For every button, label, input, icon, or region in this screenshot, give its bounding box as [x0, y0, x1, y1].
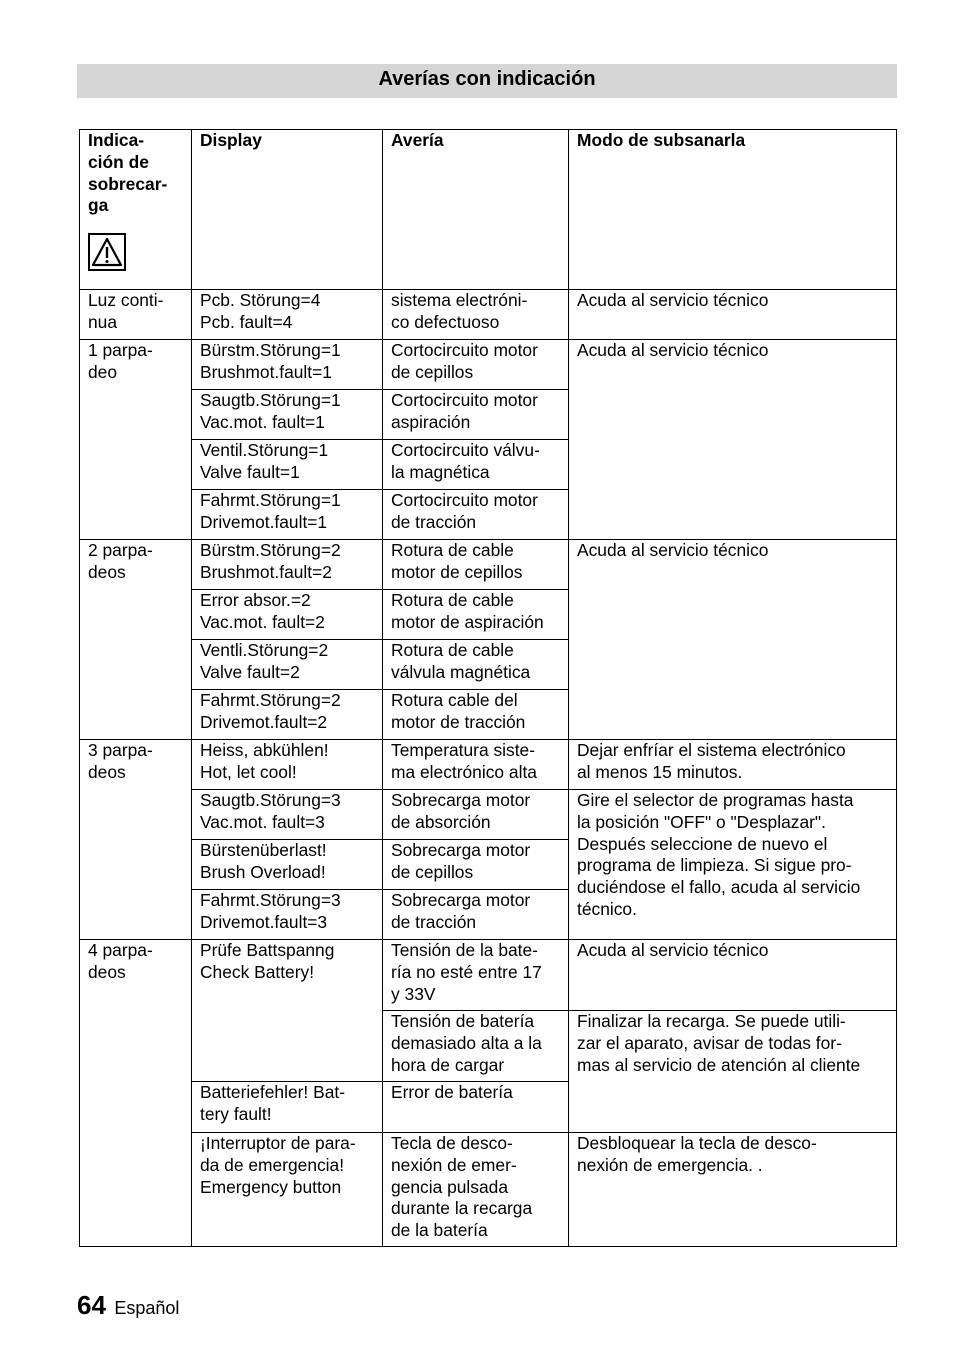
text-line: deos [88, 761, 126, 782]
text-line: válvula magnética [391, 661, 531, 682]
text-line: Saugtb.Störung=1 [200, 390, 341, 410]
table-row [80, 790, 897, 840]
indication-cell [80, 340, 192, 540]
table-row [80, 740, 897, 790]
text-line: Bürstm.Störung=1 [200, 340, 341, 360]
text-line: aspiración [391, 411, 471, 432]
text-line: gencia pulsada [391, 1176, 508, 1197]
text-line: co defectuoso [391, 311, 500, 332]
text-line: Error absor.=2 [200, 590, 311, 610]
display-cell [192, 840, 383, 890]
text-line: Cortocircuito válvu- [391, 440, 540, 460]
text-line: duciéndose el fallo, acuda al servicio [577, 877, 861, 898]
text-line: de tracción [391, 911, 477, 932]
text-line: ma electrónico alta [391, 761, 537, 782]
text-line: Temperatura siste- [391, 740, 536, 760]
text-line: Vac.mot. fault=2 [200, 611, 325, 632]
text-line: Indica- [88, 130, 145, 150]
text-line: Check Battery! [200, 961, 315, 982]
text-line: durante la recarga [391, 1198, 533, 1219]
text-line: demasiado alta a la [391, 1032, 542, 1053]
text-line: Drivemot.fault=3 [200, 911, 328, 932]
remedy-cell [569, 940, 897, 1011]
text-line: Acuda al servicio técnico [577, 290, 769, 310]
text-line: deos [88, 961, 126, 982]
text-line: Dejar enfríar el sistema electrónico [577, 740, 846, 760]
text-line: Brushmot.fault=1 [200, 361, 332, 382]
fault-cell [383, 1133, 569, 1247]
text-line: la magnética [391, 461, 490, 482]
text-line: Tensión de la bate- [391, 940, 538, 960]
text-line: Tensión de batería [391, 1011, 535, 1031]
page-footer [77, 1290, 179, 1321]
fault-cell [383, 690, 569, 740]
text-line: de cepillos [391, 361, 474, 382]
header-remedy: Modo de subsanarla [569, 130, 897, 290]
text-line: Bürstm.Störung=2 [200, 540, 341, 560]
fault-cell [383, 1011, 569, 1082]
display-cell [192, 540, 383, 590]
display-cell [192, 740, 383, 790]
fault-cell [383, 640, 569, 690]
text-line: ¡Interruptor de para- [200, 1133, 356, 1153]
remedy-cell [569, 290, 897, 340]
indication-cell [80, 940, 192, 1247]
text-line: Fahrmt.Störung=2 [200, 690, 341, 710]
text-line: motor de aspiración [391, 611, 544, 632]
text-line: deos [88, 561, 126, 582]
text-line: Saugtb.Störung=3 [200, 790, 341, 810]
display-cell [192, 440, 383, 490]
text-line: Ventli.Störung=2 [200, 640, 329, 660]
text-line: Pcb. Störung=4 [200, 290, 321, 310]
text-line: Finalizar la recarga. Se puede utili- [577, 1011, 846, 1031]
text-line: Ventil.Störung=1 [200, 440, 329, 460]
text-line: Prüfe Battspanng [200, 940, 335, 960]
text-line: Drivemot.fault=2 [200, 711, 328, 732]
display-cell [192, 340, 383, 390]
text-line: nua [88, 311, 118, 332]
display-cell [192, 1082, 383, 1133]
fault-cell [383, 290, 569, 340]
display-cell [192, 490, 383, 540]
text-line: Fahrmt.Störung=1 [200, 490, 341, 510]
remedy-cell [569, 340, 897, 540]
fault-cell [383, 890, 569, 940]
text-line: Rotura de cable [391, 540, 514, 560]
fault-cell [383, 340, 569, 390]
text-line: Rotura de cable [391, 590, 514, 610]
text-line: da de emergencia! [200, 1154, 345, 1175]
text-line: Fahrmt.Störung=3 [200, 890, 341, 910]
text-line: Acuda al servicio técnico [577, 340, 769, 360]
display-cell [192, 940, 383, 1082]
fault-cell [383, 840, 569, 890]
display-cell [192, 890, 383, 940]
remedy-cell [569, 540, 897, 740]
text-line: Gire el selector de programas hasta [577, 790, 854, 810]
table-row [80, 540, 897, 590]
text-line: Después seleccione de nuevo el [577, 833, 828, 854]
indication-cell [80, 540, 192, 740]
display-cell [192, 1133, 383, 1247]
text-line: Sobrecarga motor [391, 890, 531, 910]
text-line: Vac.mot. fault=3 [200, 811, 325, 832]
text-line: 4 parpa- [88, 940, 153, 960]
display-cell [192, 790, 383, 840]
text-line: 2 parpa- [88, 540, 153, 560]
text-line: ción de [88, 151, 149, 172]
remedy-cell [569, 740, 897, 790]
table-row [80, 940, 897, 1011]
display-cell [192, 590, 383, 640]
text-line: 3 parpa- [88, 740, 153, 760]
text-line: Emergency button [200, 1176, 342, 1197]
display-cell [192, 390, 383, 440]
display-cell [192, 290, 383, 340]
text-line: hora de cargar [391, 1054, 505, 1075]
text-line: Heiss, abkühlen! [200, 740, 329, 760]
text-line: la posición "OFF" o "Desplazar". [577, 811, 826, 832]
text-line: Acuda al servicio técnico [577, 940, 769, 960]
text-line: sistema electróni- [391, 290, 528, 310]
text-line: 1 parpa- [88, 340, 153, 360]
text-line: motor de cepillos [391, 561, 523, 582]
text-line: nexión de emergencia. . [577, 1154, 763, 1175]
text-line: deo [88, 361, 118, 382]
text-line: ría no esté entre 17 [391, 961, 542, 982]
text-line: motor de tracción [391, 711, 526, 732]
table-row [80, 340, 897, 390]
remedy-cell [569, 1011, 897, 1133]
table-header-row [80, 130, 897, 290]
text-line: Cortocircuito motor [391, 340, 538, 360]
text-line: Tecla de desco- [391, 1133, 513, 1153]
text-line: al menos 15 minutos. [577, 761, 743, 782]
text-line: Brushmot.fault=2 [200, 561, 332, 582]
display-cell [192, 690, 383, 740]
text-line: programa de limpieza. Si sigue pro- [577, 855, 852, 876]
indication-cell [80, 740, 192, 940]
fault-cell [383, 940, 569, 1011]
text-line: de tracción [391, 511, 477, 532]
text-line: Error de batería [391, 1082, 513, 1102]
section-title: Averías con indicación [77, 64, 897, 98]
text-line: Valve fault=1 [200, 461, 300, 482]
fault-cell [383, 440, 569, 490]
table-row [80, 290, 897, 340]
page-language: Español [114, 1298, 180, 1318]
table-row [80, 1133, 897, 1247]
header-indication [80, 130, 192, 290]
text-line: Sobrecarga motor [391, 840, 531, 860]
text-line: mas al servicio de atención al cliente [577, 1054, 861, 1075]
page-number: 64 [77, 1290, 106, 1320]
warning-triangle-icon [88, 233, 126, 271]
text-line: Valve fault=2 [200, 661, 300, 682]
text-line: Hot, let cool! [200, 761, 297, 782]
text-line: ga [88, 195, 109, 216]
text-line: de absorción [391, 811, 491, 832]
header-fault: Avería [383, 130, 569, 290]
display-cell [192, 640, 383, 690]
fault-cell [383, 390, 569, 440]
fault-cell [383, 740, 569, 790]
text-line: Rotura cable del [391, 690, 518, 710]
remedy-cell [569, 1133, 897, 1247]
text-line: de la batería [391, 1220, 488, 1241]
fault-cell [383, 1082, 569, 1133]
fault-cell [383, 590, 569, 640]
text-line: Rotura de cable [391, 640, 514, 660]
text-line: Brush Overload! [200, 861, 326, 882]
text-line: Cortocircuito motor [391, 490, 538, 510]
text-line: Luz conti- [88, 290, 164, 310]
fault-cell [383, 540, 569, 590]
text-line: nexión de emer- [391, 1154, 517, 1175]
fault-table [79, 129, 897, 1247]
text-line: Vac.mot. fault=1 [200, 411, 325, 432]
text-line: Acuda al servicio técnico [577, 540, 769, 560]
text-line: Batteriefehler! Bat- [200, 1082, 345, 1102]
text-line: y 33V [391, 983, 436, 1004]
fault-cell [383, 790, 569, 840]
header-display: Display [192, 130, 383, 290]
remedy-cell [569, 790, 897, 940]
text-line: sobrecar- [88, 173, 168, 194]
text-line: Desbloquear la tecla de desco- [577, 1133, 817, 1153]
text-line: Drivemot.fault=1 [200, 511, 328, 532]
text-line: zar el aparato, avisar de todas for- [577, 1032, 842, 1053]
text-line: Pcb. fault=4 [200, 311, 293, 332]
text-line: técnico. [577, 898, 637, 919]
fault-cell [383, 490, 569, 540]
text-line: Sobrecarga motor [391, 790, 531, 810]
text-line: de cepillos [391, 861, 474, 882]
text-line: tery fault! [200, 1103, 272, 1124]
indication-cell [80, 290, 192, 340]
text-line: Cortocircuito motor [391, 390, 538, 410]
text-line: Bürstenüberlast! [200, 840, 327, 860]
